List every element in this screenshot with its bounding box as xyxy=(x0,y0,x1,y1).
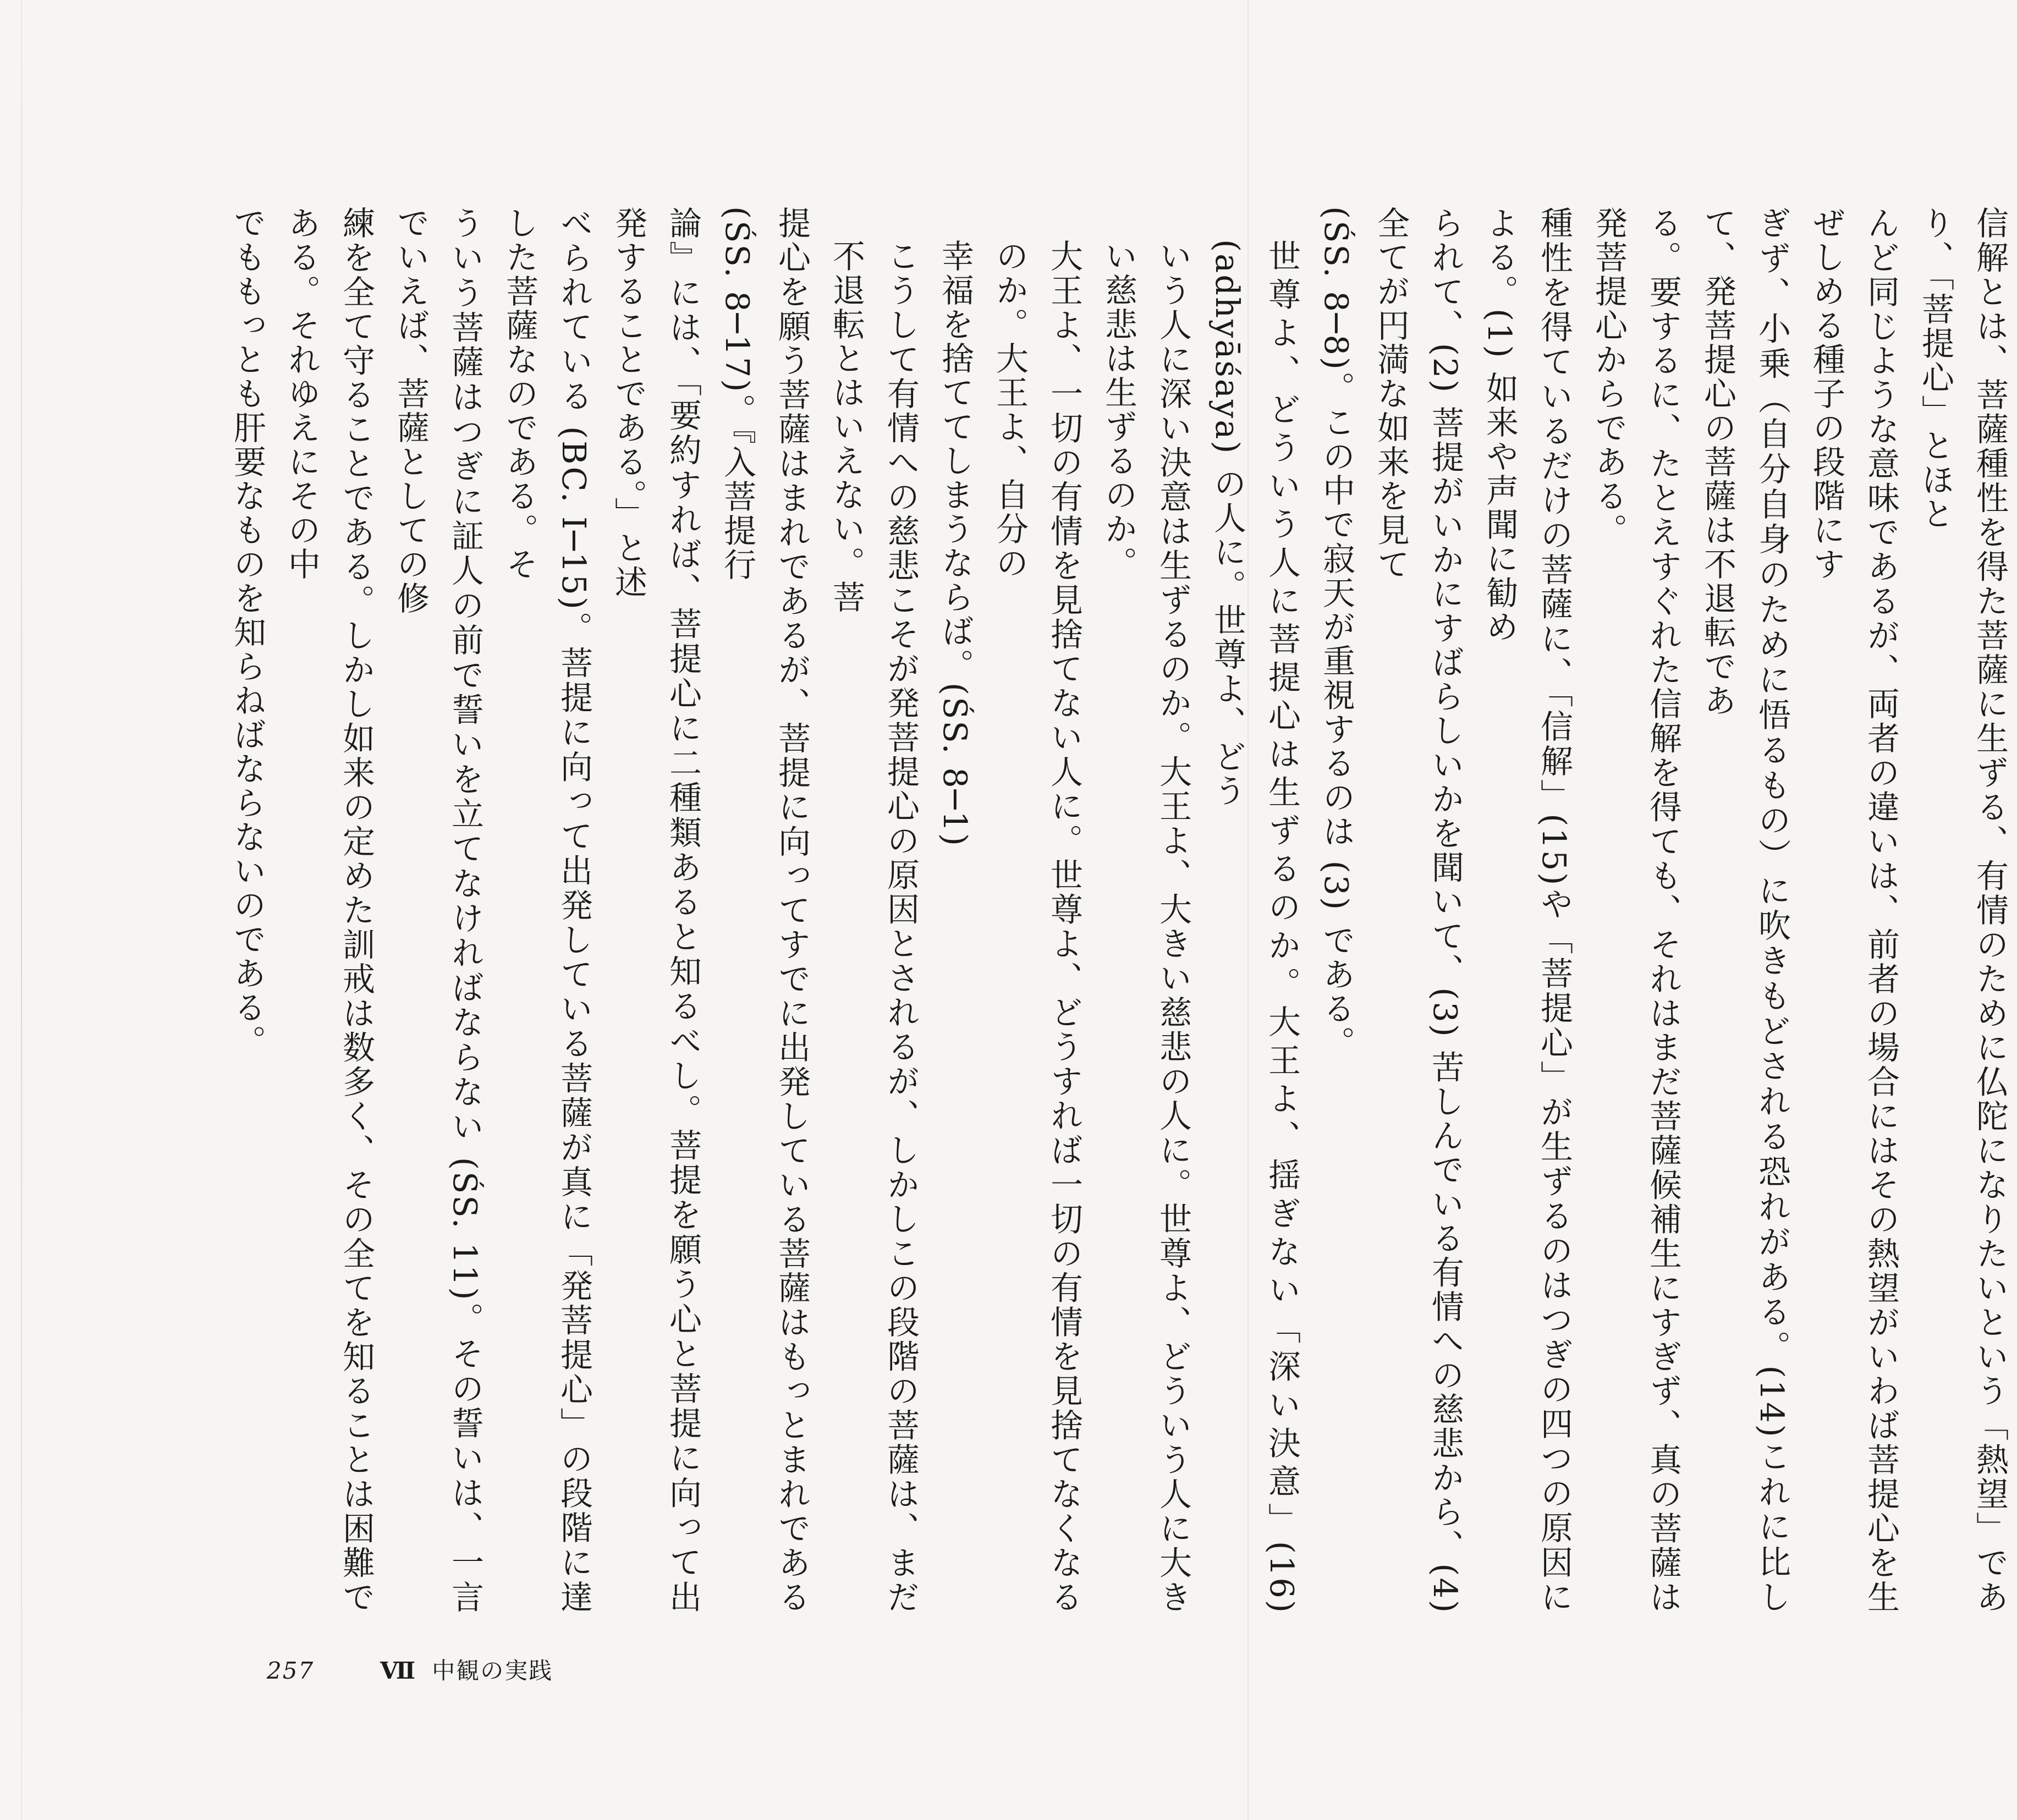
quote-line: 世尊よ、どういう人に菩提心は生ずるのか。大王よ、揺ぎない「深い決意」(16) (adhyāśaya) の人に。世尊よ、どう xyxy=(1208,239,1301,1614)
text-line: こうして有情への慈悲こそが発菩提心の原因とされるが、しかしこの段階の菩薩は、まだ不退転とはいえない。菩 xyxy=(827,239,920,1614)
text-line: んど同じような意味であるが、両者の違いは、前者の場合にはその熱望がいわば菩提心を生ぜしめる種子の段階にす xyxy=(1807,206,1900,1614)
text-line: ぎず、小乗（自分自身のために悟るもの）に吹きもどされる恐れがある。(14)これに比して、発菩提心の菩薩は不退転であ xyxy=(1699,206,1791,1614)
text-line: ういう菩薩はつぎに証人の前で誓いを立てなければならない (ŚS. 11)。その誓いは、一言でいえば、菩薩としての修 xyxy=(392,206,484,1614)
vertical-body-text xyxy=(220,206,2017,1614)
quote-line: 大王よ、一切の有情を見捨てない人に。世尊よ、どうすれば一切の有情を見捨てなくなるのか。大王よ、自分の xyxy=(991,239,1083,1614)
text-line: 提心を願う菩薩はまれであるが、菩提に向ってすでに出発している菩薩はもっとまれである (ŚS. 8─17)。『入菩提行 xyxy=(718,206,811,1614)
text-line: (ŚS. 8─8)。この中で寂天が重視するのは (3) である。 xyxy=(1317,206,1355,1060)
text-line: 信解とは、菩薩種性を得た菩薩に生ずる、有情のために仏陀になりたいという「熱望」であり、「菩提心」とほと xyxy=(1916,206,2009,1615)
text-line: 練を全て守ることである。しかし如来の定めた訓戒は数多く、その全てを知ることは困難である。それゆえにその中 xyxy=(283,206,375,1614)
text-line: 論』には、「要約すれば、菩提心に二種類あると知るべし。菩提を願う心と菩提に向って出発することである。」と述 xyxy=(609,206,702,1614)
text-line: でももっとも肝要なものを知らねばならないのである。 xyxy=(228,206,266,1059)
text-line: べられている (BC. I─15)。菩提に向って出発している菩薩が真に「発菩提心」の段階に達した菩薩なのである。そ xyxy=(501,206,593,1614)
page-footer xyxy=(267,1653,553,1686)
chapter-numeral: Ⅶ xyxy=(380,1657,417,1684)
quote-line: いう人に深い決意は生ずるのか。大王よ、大きい慈悲の人に。世尊よ、どういう人に大きい慈悲は生ずるのか。 xyxy=(1100,239,1192,1614)
chapter-title: 中観の実践 xyxy=(432,1657,553,1684)
scan-edge-left xyxy=(21,0,22,1820)
text-line: 種性を得ているだけの菩薩に、「信解」(15)や「菩提心」が生ずるのはつぎの四つの原因による。(1) 如来や声聞に勧め xyxy=(1481,206,1573,1614)
page-number: 257 xyxy=(267,1657,315,1684)
text-line: られて、(2) 菩提がいかにすばらしいかを聞いて、(3) 苦しんでいる有情への慈悲から、(4) 全てが円満な如来を見て xyxy=(1372,206,1464,1614)
text-line: る。要するに、たとえすぐれた信解を得ても、それはまだ菩薩候補生にすぎず、真の菩薩は発菩提心からである。 xyxy=(1590,206,1682,1614)
quote-line: 幸福を捨ててしまうならば。(ŚS. 8─1) xyxy=(936,239,974,848)
